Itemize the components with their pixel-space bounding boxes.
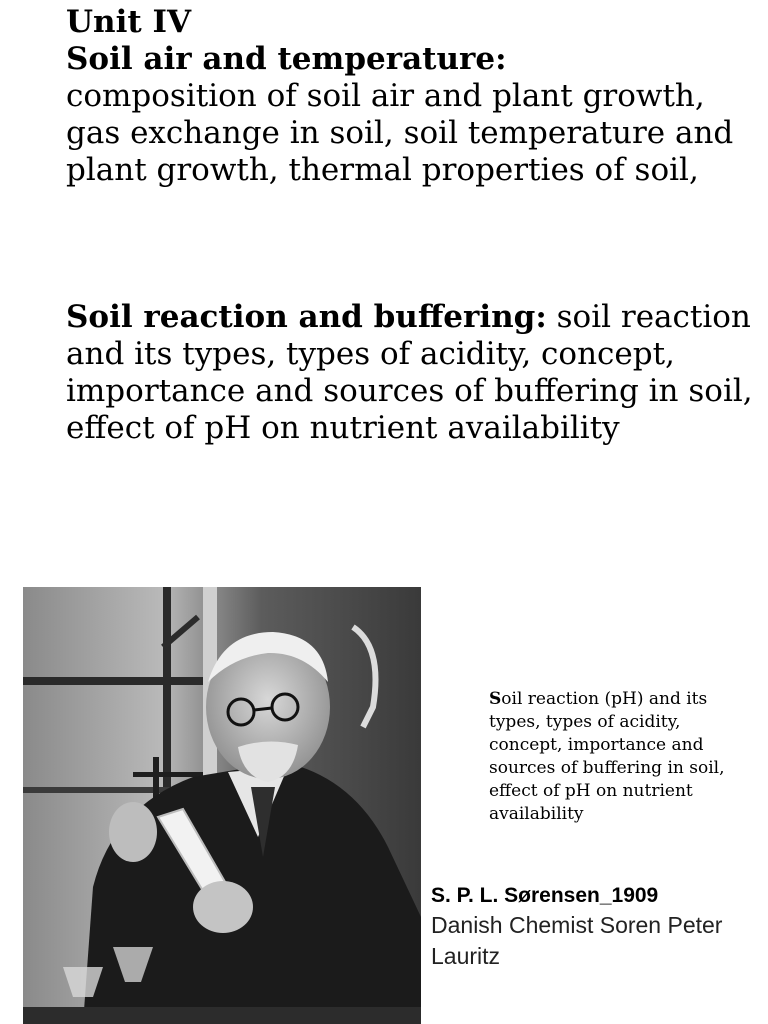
section-body-soil-reaction: soil reaction and its types, types of acidity, concept, importance and sources of buffering in soil, effect of pH on nutrient availability bbox=[66, 299, 753, 446]
portrait-photo bbox=[23, 587, 421, 1024]
caption-description: Danish Chemist Soren Peter Lauritz bbox=[431, 912, 723, 969]
reaction-block bbox=[66, 299, 756, 447]
section-heading-soil-air: Soil air and temperature: bbox=[66, 41, 507, 77]
caption-name: S. P. L. Sørensen_1909 bbox=[431, 884, 659, 907]
unit-title: Unit IV bbox=[66, 4, 192, 40]
side-note-text: oil reaction (pH) and its types, types of acidity, concept, importance and sources of buffering in soil, effect of pH on nutrient availability bbox=[489, 689, 725, 824]
section-heading-soil-reaction: Soil reaction and buffering: bbox=[66, 299, 547, 335]
side-note-first-letter: S bbox=[489, 689, 502, 709]
side-note bbox=[489, 688, 739, 826]
section-body-soil-air: composition of soil air and plant growth, gas exchange in soil, soil temperature and plant growth, thermal properties of soil, bbox=[66, 78, 734, 188]
unit-block bbox=[66, 4, 746, 189]
